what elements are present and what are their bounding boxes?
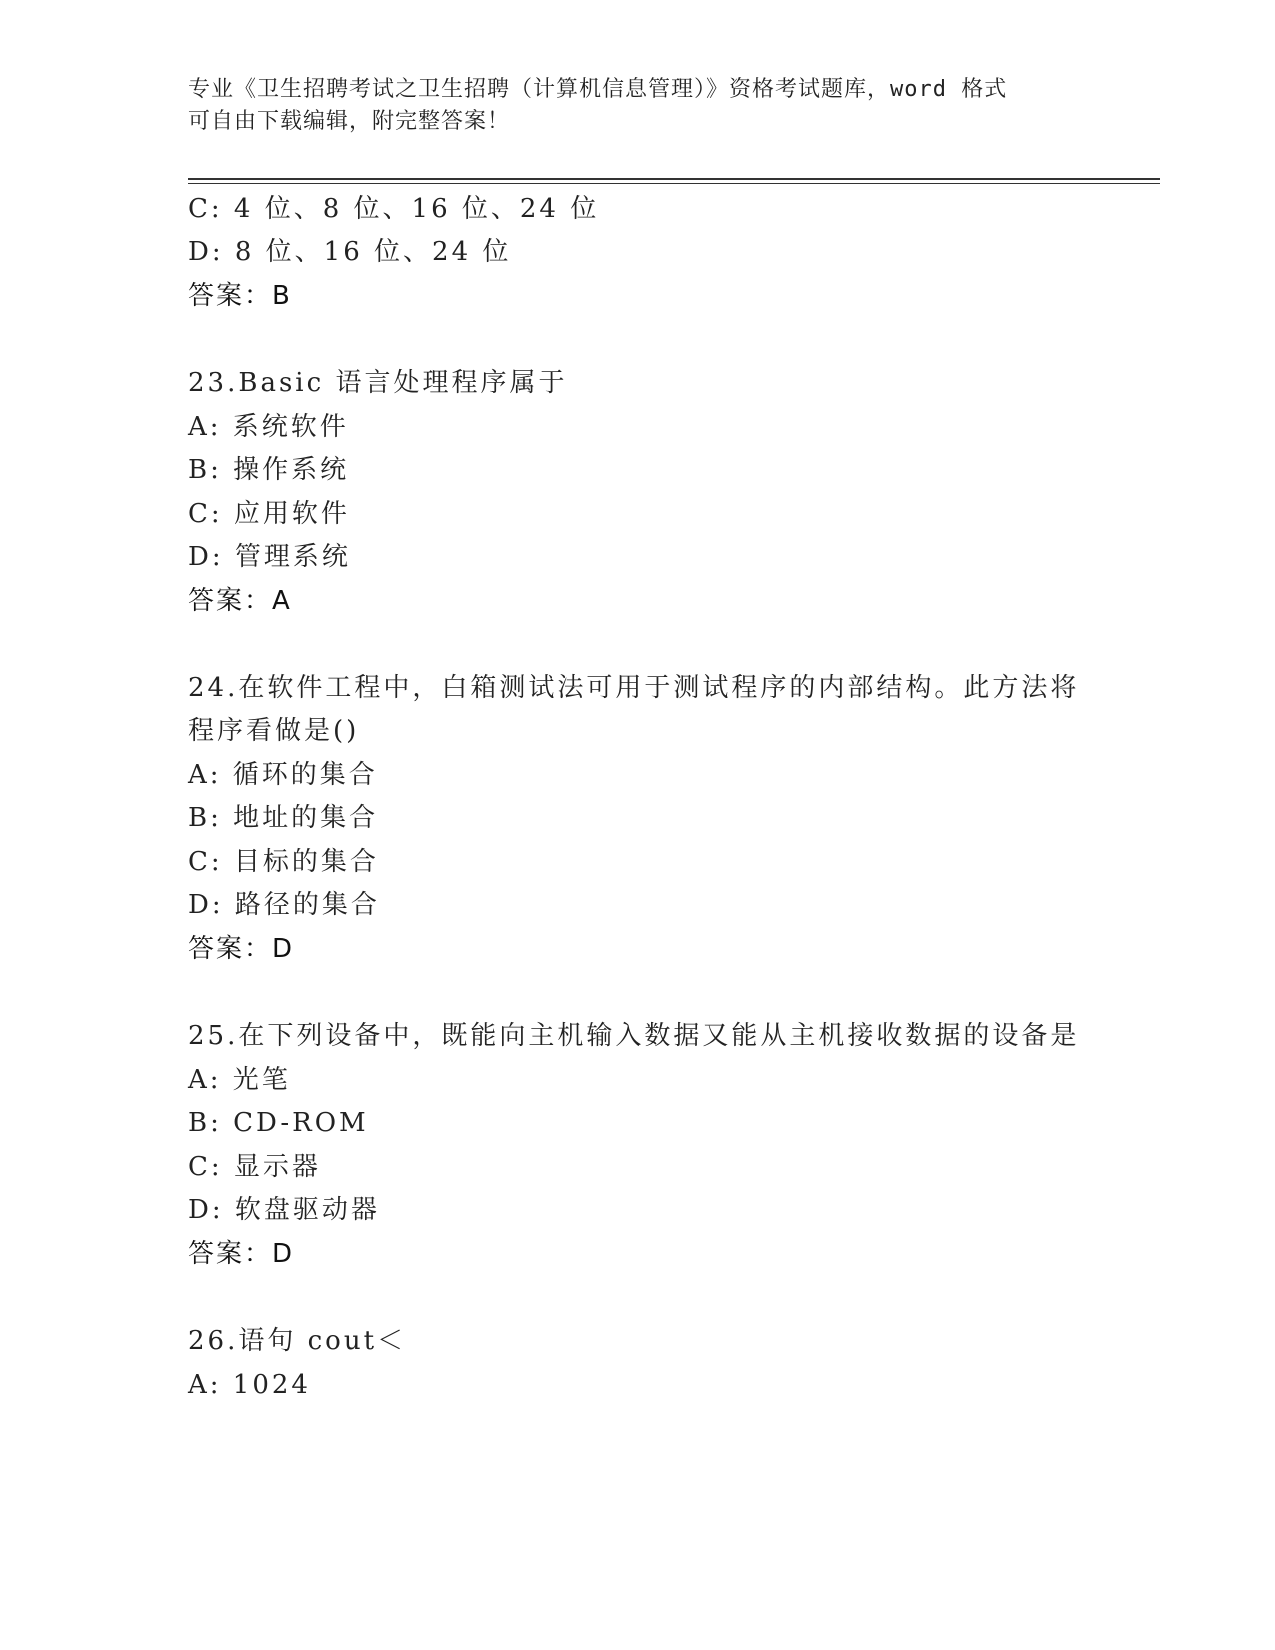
header-divider-thick (188, 178, 1160, 180)
document-header (188, 74, 1088, 138)
option-c: C: 显示器 (188, 1152, 321, 1182)
option-c: C: 目标的集合 (188, 847, 379, 877)
option-b: B: 地址的集合 (188, 803, 379, 833)
answer-line: 答案：D (188, 1239, 295, 1269)
option-b: B: 操作系统 (188, 455, 350, 485)
option-c: C: 应用软件 (188, 499, 350, 529)
question-stem: 26.语句 cout＜ (188, 1326, 407, 1356)
option-a: A: 1024 (188, 1370, 311, 1400)
question-stem: 24.在软件工程中，白箱测试法可用于测试程序的内部结构。此方法将 (188, 673, 1080, 703)
option-a: A: 光笔 (188, 1065, 291, 1095)
question-stem-continued: 程序看做是() (188, 716, 360, 746)
option-d: D: 路径的集合 (188, 890, 380, 920)
question-stem: 25.在下列设备中，既能向主机输入数据又能从主机接收数据的设备是 (188, 1021, 1080, 1051)
option-d: D: 管理系统 (188, 542, 351, 572)
answer-line: 答案：D (188, 934, 295, 964)
option-a: A: 系统软件 (188, 412, 349, 442)
header-divider-thin (188, 183, 1160, 184)
answer-line: 答案：A (188, 586, 292, 616)
question-stem: 23.Basic 语言处理程序属于 (188, 368, 568, 398)
option-d: D: 8 位、16 位、24 位 (188, 237, 512, 267)
option-c: C: 4 位、8 位、16 位、24 位 (188, 194, 600, 224)
answer-line: 答案：B (188, 281, 292, 311)
option-a: A: 循环的集合 (188, 760, 378, 790)
option-b: B: CD-ROM (188, 1108, 369, 1138)
header-line-1: 专业《卫生招聘考试之卫生招聘（计算机信息管理）》资格考试题库，word 格式 (188, 77, 1008, 102)
header-line-2: 可自由下载编辑，附完整答案！ (188, 109, 511, 134)
option-d: D: 软盘驱动器 (188, 1195, 380, 1225)
